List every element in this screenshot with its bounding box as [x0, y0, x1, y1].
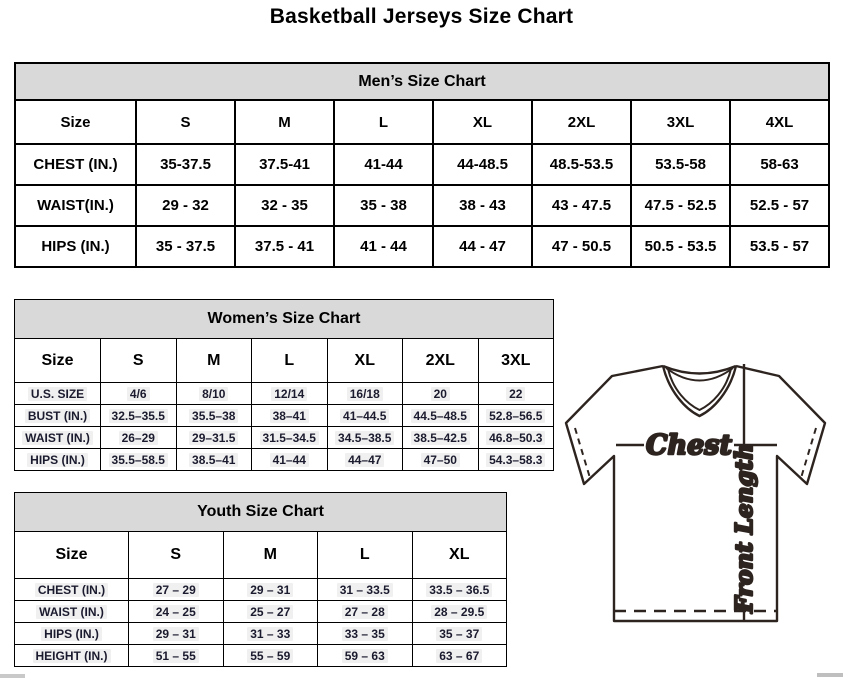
value-cell	[176, 405, 252, 427]
table-row	[15, 339, 554, 383]
value-text: 54.3–58.3	[486, 453, 545, 467]
value-cell: 43 - 47.5	[532, 185, 631, 226]
value-cell	[318, 645, 413, 667]
value-cell: 37.5 - 41	[235, 226, 334, 267]
value-cell: 41 - 44	[334, 226, 433, 267]
value-text: 8/10	[199, 387, 228, 401]
value-text: 31 – 33.5	[337, 583, 393, 597]
row-label-text: U.S. SIZE	[28, 387, 87, 401]
value-text: 24 – 25	[153, 605, 199, 619]
value-cell: 52.5 - 57	[730, 185, 829, 226]
value-cell: 44-48.5	[433, 144, 532, 185]
value-text: 32.5–35.5	[109, 409, 168, 423]
value-text: 63 – 67	[436, 649, 482, 663]
value-cell	[327, 405, 403, 427]
value-text: 59 – 63	[342, 649, 388, 663]
value-text: 33.5 – 36.5	[426, 583, 492, 597]
value-text: 41–44	[270, 453, 309, 467]
row-label: Size	[15, 339, 101, 383]
row-label-text: BUST (IN.)	[25, 409, 90, 423]
value-cell	[176, 383, 252, 405]
value-cell: 58-63	[730, 144, 829, 185]
value-cell	[101, 449, 177, 471]
column-header: 3XL	[478, 339, 554, 383]
column-header: 3XL	[631, 100, 730, 144]
value-text: 47–50	[421, 453, 460, 467]
mens-table-title: Men’s Size Chart	[15, 63, 829, 100]
value-text: 29–31.5	[189, 431, 238, 445]
value-text: 38.5–41	[189, 453, 238, 467]
row-label-text: HEIGHT (IN.)	[33, 649, 111, 663]
value-cell	[101, 405, 177, 427]
value-text: 44.5–48.5	[411, 409, 470, 423]
row-label: WAIST(IN.)	[15, 185, 136, 226]
value-text: 12/14	[271, 387, 307, 401]
value-cell	[478, 383, 554, 405]
table-row	[15, 100, 829, 144]
value-cell	[101, 427, 177, 449]
value-text: 29 – 31	[153, 627, 199, 641]
value-cell	[252, 427, 328, 449]
value-cell	[223, 601, 318, 623]
value-cell: 38 - 43	[433, 185, 532, 226]
page-title: Basketball Jerseys Size Chart	[269, 5, 574, 28]
value-cell: 41-44	[334, 144, 433, 185]
value-text: 33 – 35	[342, 627, 388, 641]
value-cell	[412, 579, 507, 601]
right-cuff-dashed-seam	[801, 428, 816, 478]
scrollbar-fragment-left[interactable]	[0, 674, 25, 678]
value-text: 41–44.5	[340, 409, 389, 423]
column-header: S	[136, 100, 235, 144]
row-label	[15, 579, 129, 601]
value-cell: 44 - 47	[433, 226, 532, 267]
row-label	[15, 623, 129, 645]
value-cell	[129, 623, 224, 645]
value-text: 31 – 33	[247, 627, 293, 641]
row-label-text: HIPS (IN.)	[27, 453, 88, 467]
value-text: 29 – 31	[247, 583, 293, 597]
value-cell	[223, 623, 318, 645]
value-cell	[403, 383, 479, 405]
value-text: 55 – 59	[247, 649, 293, 663]
value-cell	[252, 405, 328, 427]
value-cell	[478, 405, 554, 427]
column-header: M	[235, 100, 334, 144]
value-cell: 50.5 - 53.5	[631, 226, 730, 267]
value-cell: 47 - 50.5	[532, 226, 631, 267]
column-header: XL	[412, 532, 507, 579]
womens-table-title: Women’s Size Chart	[15, 300, 554, 339]
value-cell	[129, 579, 224, 601]
table-row	[15, 579, 507, 601]
value-cell	[318, 623, 413, 645]
value-cell	[403, 449, 479, 471]
table-row	[15, 427, 554, 449]
row-label	[15, 449, 101, 471]
column-header: S	[101, 339, 177, 383]
column-header: M	[176, 339, 252, 383]
value-cell	[176, 449, 252, 471]
row-label-text: HIPS (IN.)	[41, 627, 102, 641]
table-row	[15, 493, 507, 532]
value-cell: 53.5-58	[631, 144, 730, 185]
table-row	[15, 300, 554, 339]
value-cell: 47.5 - 52.5	[631, 185, 730, 226]
value-text: 38.5–42.5	[411, 431, 470, 445]
row-label: HIPS (IN.)	[15, 226, 136, 267]
column-header: L	[334, 100, 433, 144]
value-text: 44–47	[345, 453, 384, 467]
table-row	[15, 144, 829, 185]
table-row	[15, 63, 829, 100]
table-row	[15, 601, 507, 623]
value-cell	[318, 579, 413, 601]
column-header: XL	[433, 100, 532, 144]
value-cell	[101, 383, 177, 405]
scrollbar-fragment-right[interactable]	[817, 673, 843, 677]
jersey-measurement-diagram	[556, 358, 842, 628]
front-length-label: Front Length	[731, 443, 758, 613]
value-text: 25 – 27	[247, 605, 293, 619]
value-cell: 29 - 32	[136, 185, 235, 226]
row-label-text: CHEST (IN.)	[35, 583, 108, 597]
value-cell	[412, 623, 507, 645]
value-cell	[223, 579, 318, 601]
value-cell	[327, 449, 403, 471]
value-text: 46.8–50.3	[486, 431, 545, 445]
value-cell	[478, 449, 554, 471]
table-row	[15, 383, 554, 405]
row-label	[15, 645, 129, 667]
value-text: 22	[506, 387, 525, 401]
value-text: 20	[431, 387, 450, 401]
value-cell: 32 - 35	[235, 185, 334, 226]
value-text: 31.5–34.5	[260, 431, 319, 445]
table-row	[15, 645, 507, 667]
value-text: 35.5–38	[189, 409, 238, 423]
value-cell	[403, 427, 479, 449]
value-cell: 48.5-53.5	[532, 144, 631, 185]
row-label: Size	[15, 100, 136, 144]
column-header: XL	[327, 339, 403, 383]
column-header: 2XL	[403, 339, 479, 383]
value-text: 51 – 55	[153, 649, 199, 663]
row-label	[15, 427, 101, 449]
youth-table-title: Youth Size Chart	[15, 493, 507, 532]
jersey-diagram-svg	[556, 358, 842, 628]
value-text: 38–41	[270, 409, 309, 423]
row-label-text: WAIST (IN.)	[36, 605, 107, 619]
mens-size-table	[14, 62, 830, 268]
value-text: 27 – 29	[153, 583, 199, 597]
table-row	[15, 185, 829, 226]
chest-label: Chest	[646, 430, 732, 461]
row-label	[15, 383, 101, 405]
column-header: L	[252, 339, 328, 383]
left-cuff-dashed-seam	[575, 428, 590, 478]
row-label	[15, 601, 129, 623]
value-cell	[129, 645, 224, 667]
value-cell	[478, 427, 554, 449]
column-header: M	[223, 532, 318, 579]
value-text: 35 – 37	[436, 627, 482, 641]
value-cell: 35 - 38	[334, 185, 433, 226]
column-header: S	[129, 532, 224, 579]
column-header: 2XL	[532, 100, 631, 144]
value-text: 26–29	[119, 431, 158, 445]
value-cell	[412, 645, 507, 667]
value-cell	[327, 383, 403, 405]
table-row	[15, 226, 829, 267]
value-text: 28 – 29.5	[431, 605, 487, 619]
youth-size-table	[14, 492, 507, 667]
value-cell	[129, 601, 224, 623]
value-cell	[412, 601, 507, 623]
column-header: 4XL	[730, 100, 829, 144]
value-cell	[327, 427, 403, 449]
value-cell: 35-37.5	[136, 144, 235, 185]
value-cell: 37.5-41	[235, 144, 334, 185]
table-row	[15, 449, 554, 471]
jersey-outline	[566, 366, 825, 621]
value-cell: 35 - 37.5	[136, 226, 235, 267]
value-cell: 53.5 - 57	[730, 226, 829, 267]
value-text: 4/6	[127, 387, 150, 401]
value-cell	[176, 427, 252, 449]
value-cell	[252, 449, 328, 471]
value-cell	[403, 405, 479, 427]
value-text: 52.8–56.5	[486, 409, 545, 423]
table-row	[15, 623, 507, 645]
value-cell	[223, 645, 318, 667]
value-cell	[252, 383, 328, 405]
value-cell	[318, 601, 413, 623]
value-text: 34.5–38.5	[335, 431, 394, 445]
table-row	[15, 405, 554, 427]
value-text: 16/18	[347, 387, 383, 401]
womens-size-table	[14, 299, 554, 471]
row-label: Size	[15, 532, 129, 579]
table-row	[15, 532, 507, 579]
value-text: 27 – 28	[342, 605, 388, 619]
row-label	[15, 405, 101, 427]
value-text: 35.5–58.5	[109, 453, 168, 467]
row-label: CHEST (IN.)	[15, 144, 136, 185]
row-label-text: WAIST (IN.)	[22, 431, 93, 445]
column-header: L	[318, 532, 413, 579]
